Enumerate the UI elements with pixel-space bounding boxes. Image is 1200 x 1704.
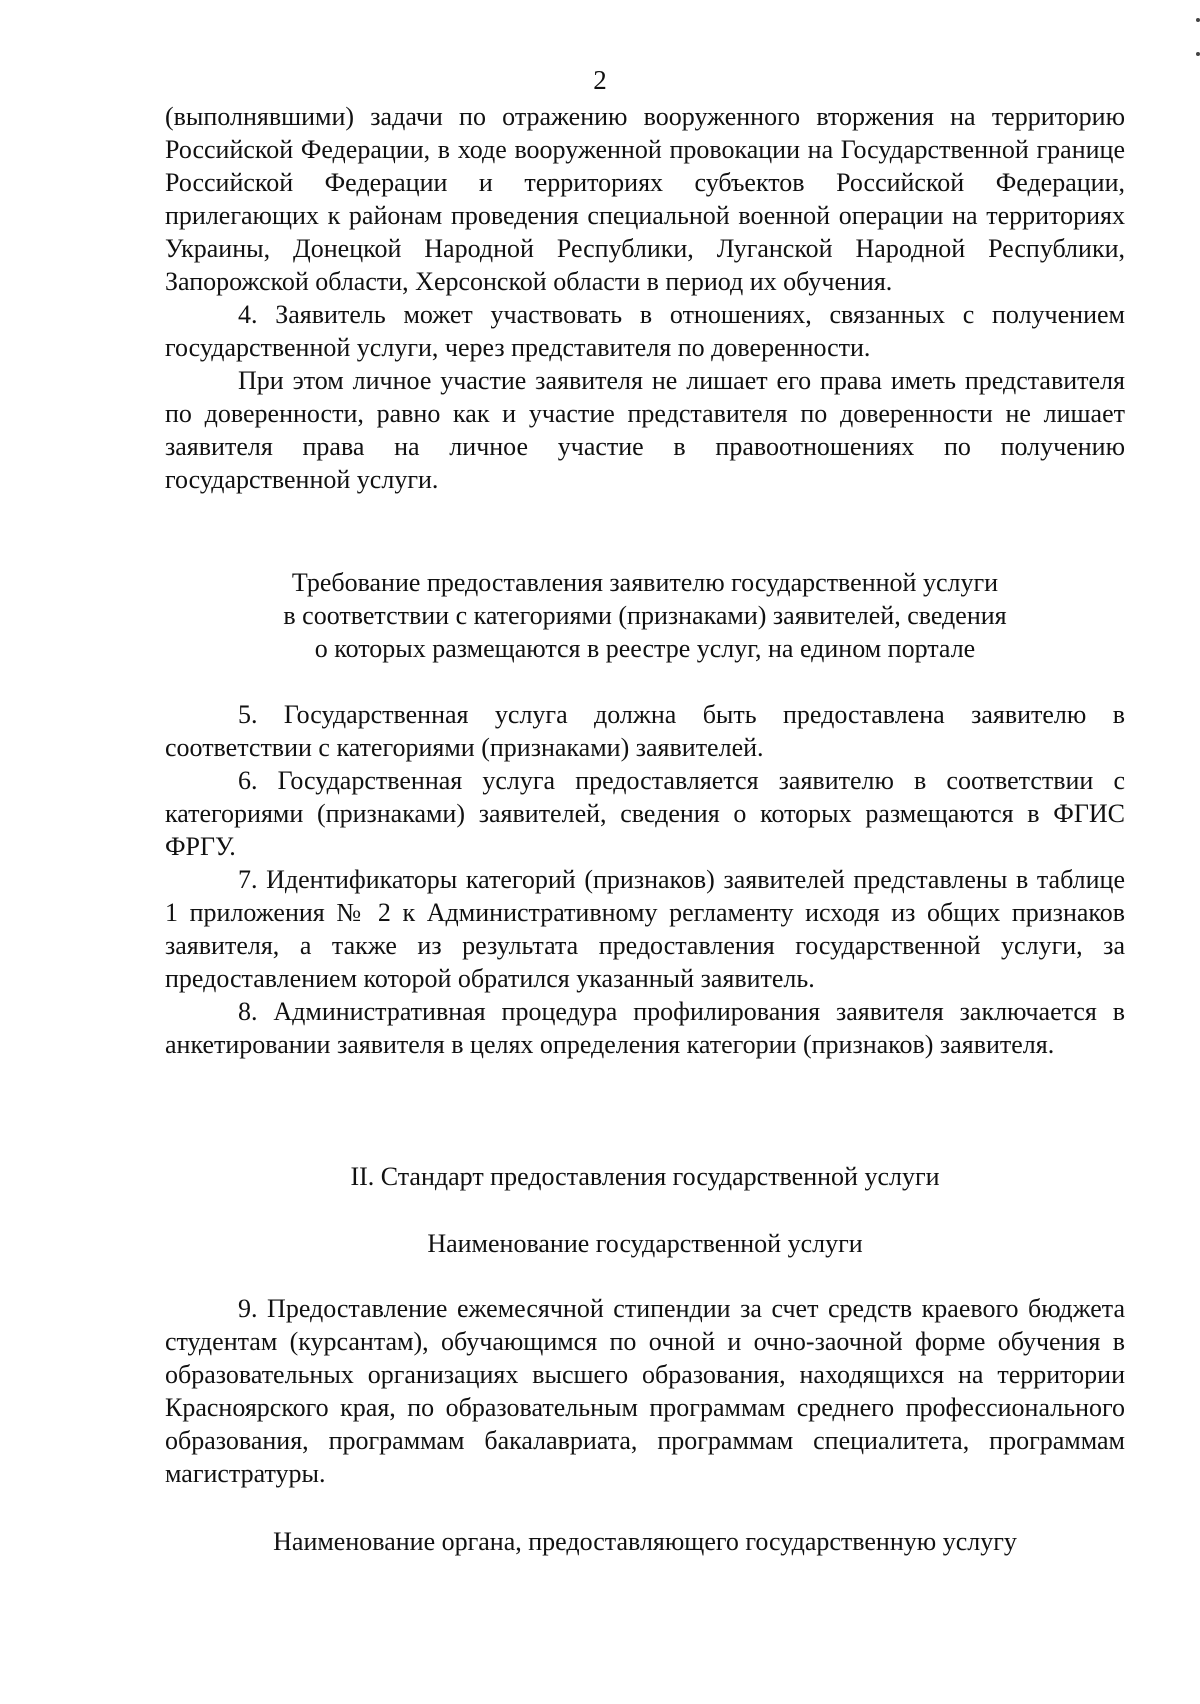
paragraph-8: 8. Административная процедура профилирования заявителя заключается в анкетировании заявителя в целях определения категории (признаков) заявителя. xyxy=(165,997,1125,1059)
paragraph-9: 9. Предоставление ежемесячной стипендии за счет средств краевого бюджета студентам (курсантам), обучающимся по очной и очно-заочной форме обучения в образовательных организациях высшего образования, находящихся на территории Красноярского края, по образовательным программам среднего профессионального образования, программам бакалавриата, программам специалитета, программам магистратуры. xyxy=(165,1294,1125,1488)
body-block-3 xyxy=(165,1292,1125,1490)
paragraph-7: 7. Идентификаторы категорий (признаков) заявителей представлены в таблице 1 приложения № 2 к Административному регламенту исходя из общих признаков заявителя, а также из результата предоставления государственной услуги, за предоставлением которой обратился указанный заявитель. xyxy=(165,865,1125,993)
scan-speck xyxy=(1196,52,1200,56)
body-block-1 xyxy=(165,100,1125,496)
paragraph-continuation: (выполнявшими) задачи по отражению вооруженного вторжения на территорию Российской Федерации, в ходе вооруженной провокации на Государственной границе Российской Федерации и территориях субъектов Российской Федерации, прилегающих к районам проведения специальной военной операции на территориях Украины, Донецкой Народной Республики, Луганской Народной Республики, Запорожской области, Херсонской области в период их обучения. xyxy=(165,102,1125,296)
authority-heading-block xyxy=(165,1525,1125,1558)
paragraph-4-continued: При этом личное участие заявителя не лишает его права иметь представителя по доверенности, равно как и участие представителя по доверенности не лишает заявителя права на личное участие в правоотношениях по получению государственной услуги. xyxy=(165,366,1125,494)
section-ii-heading-block xyxy=(165,1160,1125,1193)
page-number: 2 xyxy=(593,65,607,95)
scan-speck xyxy=(1196,18,1200,22)
service-name-heading: Наименование государственной услуги xyxy=(427,1229,863,1258)
requirement-heading-line-1: Требование предоставления заявителю государственной услуги xyxy=(291,568,999,597)
section-heading: II. Стандарт предоставления государственной услуги xyxy=(350,1162,940,1191)
requirement-heading-line-3: о которых размещаются в реестре услуг, на едином портале xyxy=(314,634,976,663)
body-block-2 xyxy=(165,698,1125,1061)
requirement-heading-line-2: в соответствии с категориями (признаками) заявителей, сведения xyxy=(283,601,1007,630)
requirement-heading xyxy=(165,566,1125,665)
paragraph-5: 5. Государственная услуга должна быть предоставлена заявителю в соответствии с категориями (признаками) заявителей. xyxy=(165,700,1125,762)
service-name-heading-block xyxy=(165,1227,1125,1260)
paragraph-6: 6. Государственная услуга предоставляется заявителю в соответствии с категориями (признаками) заявителей, сведения о которых размещаются в ФГИС ФРГУ. xyxy=(165,766,1125,861)
paragraph-4: 4. Заявитель может участвовать в отношениях, связанных с получением государственной услуги, через представителя по доверенности. xyxy=(165,300,1125,362)
authority-heading: Наименование органа, предоставляющего государственную услугу xyxy=(273,1527,1017,1556)
